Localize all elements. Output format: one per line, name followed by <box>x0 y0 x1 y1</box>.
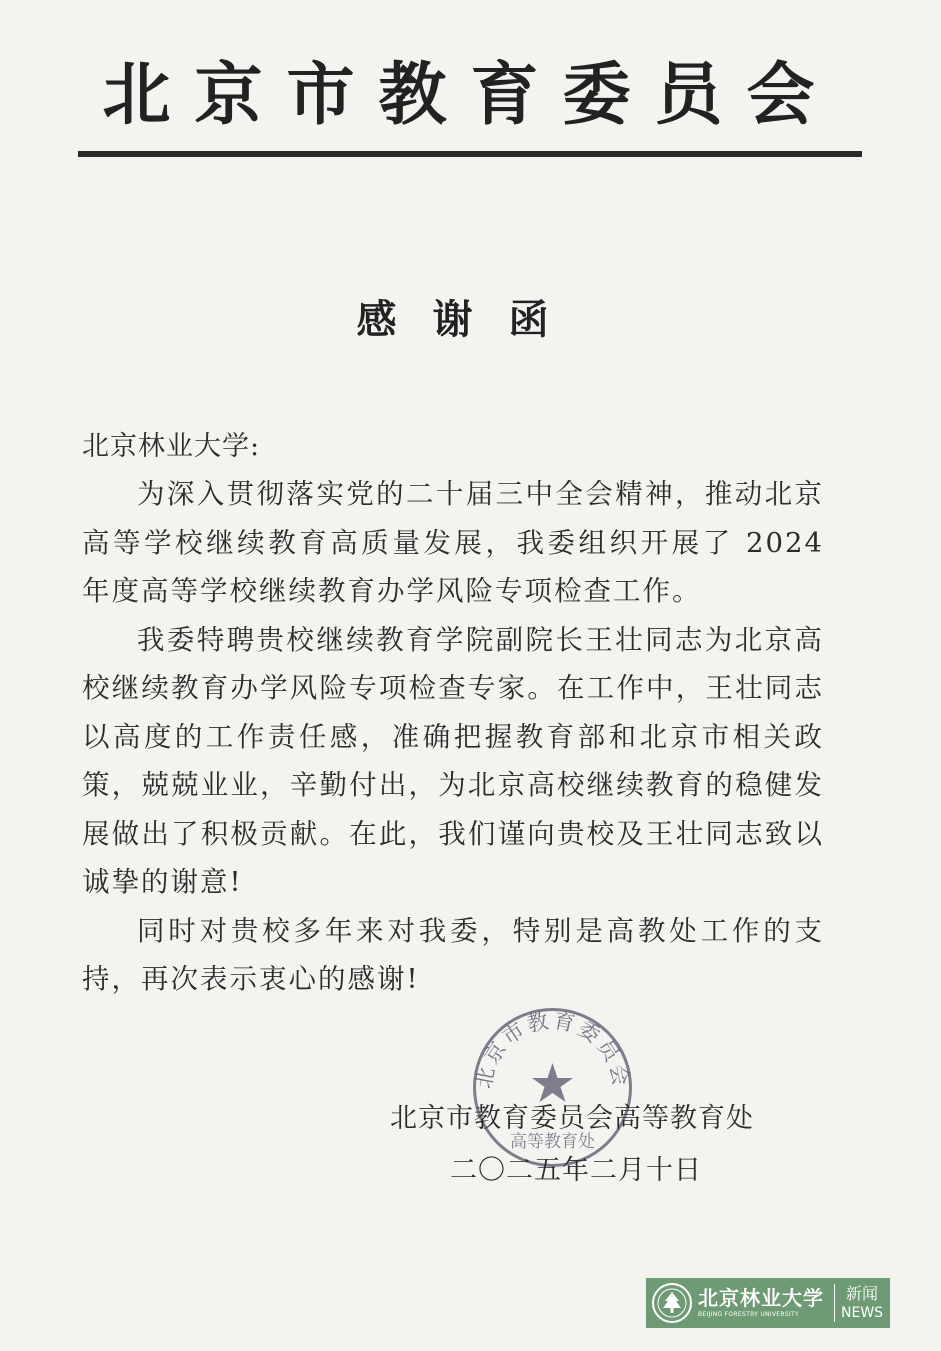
university-name-en: BEIJING FORESTRY UNIVERSITY <box>698 1311 799 1318</box>
paragraph-2: 我委特聘贵校继续教育学院副院长王壮同志为北京高校继续教育办学风险专项检查专家。在工作中，王壮同志以高度的工作责任感，准确把握教育部和北京市相关政策，兢兢业业，辛勤付出，为北京高校继续教育的稳健发展做出了积极贡献。在此，我们谨向贵校及王壮同志致以诚挚的谢意! <box>82 623 824 898</box>
seal-inner-text: 高等教育处 <box>510 1132 595 1152</box>
university-name-cn: 北京林业大学 <box>698 1286 824 1310</box>
news-label-cn: 新闻 <box>846 1284 879 1303</box>
news-label <box>841 1284 883 1322</box>
paragraph-3: 同时对贵校多年来对我委，特别是高教处工作的支持，再次表示衷心的感谢! <box>82 914 824 995</box>
letterhead-rule <box>78 151 862 157</box>
watermark-divider <box>834 1284 835 1322</box>
seal-outer-text: 北京市教育委员会 <box>471 1008 634 1091</box>
university-emblem-icon <box>650 1281 694 1325</box>
news-watermark <box>646 1278 890 1328</box>
date-line: 二〇二五年二月十日 <box>450 1155 702 1186</box>
news-label-en: NEWS <box>841 1305 884 1321</box>
signature-line: 北京市教育委员会高等教育处 <box>390 1103 754 1134</box>
salutation: 北京林业大学: <box>82 431 261 462</box>
letterhead-org-name: 北京市教育委员会 <box>102 56 839 135</box>
paragraph-1: 为深入贯彻落实党的二十届三中全会精神，推动北京高等学校继续教育高质量发展，我委组织开展了 2024 年度高等学校继续教育办学风险专项检查工作。 <box>82 478 824 607</box>
document-title: 感谢函 <box>356 297 585 343</box>
university-name <box>698 1286 828 1320</box>
letter-body <box>82 470 824 1004</box>
official-seal <box>470 1005 635 1170</box>
